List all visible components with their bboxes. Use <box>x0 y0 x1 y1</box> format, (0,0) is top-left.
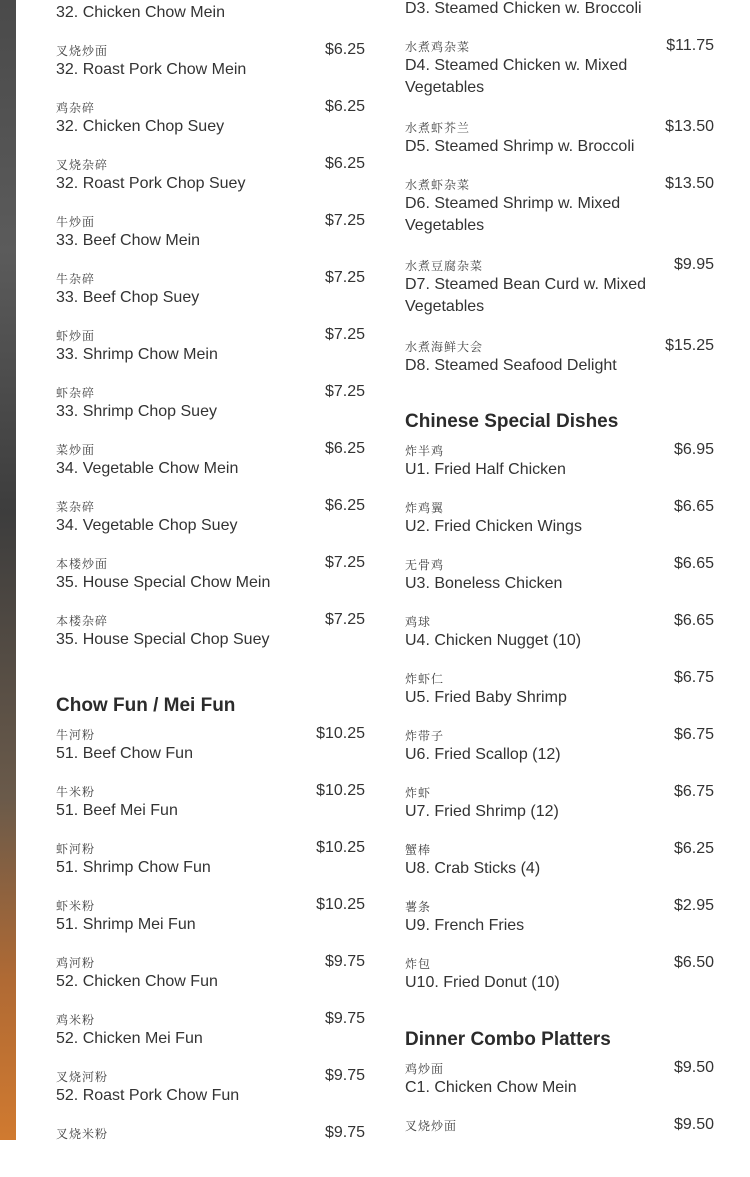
menu-item[interactable] <box>405 494 714 551</box>
item-chinese-name: 虾河粉 <box>56 842 96 856</box>
item-name: 32. Roast Pork Chow Mein <box>56 61 247 78</box>
item-price: $7.25 <box>324 269 365 286</box>
item-chinese-name: 炸带子 <box>405 729 445 743</box>
menu-item[interactable] <box>56 322 365 379</box>
item-chinese-name: 本楼炒面 <box>56 557 109 571</box>
item-chinese-name: 叉烧河粉 <box>56 1070 109 1084</box>
item-price: $6.25 <box>324 155 365 172</box>
menu-page <box>16 0 750 1140</box>
item-name: C1. Chicken Chow Mein <box>405 1079 577 1096</box>
item-chinese-name: 鸡炒面 <box>405 1062 445 1076</box>
item-name: 52. Chicken Chow Fun <box>56 973 218 990</box>
item-price: $7.25 <box>324 554 365 571</box>
item-price: $6.95 <box>673 441 714 458</box>
item-price: $6.65 <box>673 612 714 629</box>
item-name: U3. Boneless Chicken <box>405 575 563 592</box>
item-name: U9. French Fries <box>405 917 525 934</box>
item-name: 51. Shrimp Chow Fun <box>56 859 211 876</box>
menu-column-left <box>56 0 365 1177</box>
item-chinese-name: 水煮豆腐杂菜 <box>405 259 484 273</box>
menu-list-special <box>405 437 714 1007</box>
item-chinese-name: 水煮虾芥兰 <box>405 121 471 135</box>
item-name: 35. House Special Chop Suey <box>56 631 270 648</box>
item-chinese-name: 无骨鸡 <box>405 558 445 572</box>
item-name: U2. Fried Chicken Wings <box>405 518 582 535</box>
item-price: $7.25 <box>324 383 365 400</box>
item-chinese-name: 水煮虾杂菜 <box>405 178 471 192</box>
item-name: U4. Chicken Nugget (10) <box>405 632 582 649</box>
item-name: D8. Steamed Seafood Delight <box>405 357 617 374</box>
item-chinese-name: 虾炒面 <box>56 329 96 343</box>
item-chinese-name: 虾杂碎 <box>56 386 96 400</box>
background-photo-strip <box>0 0 16 1140</box>
item-name: 51. Beef Chow Fun <box>56 745 193 762</box>
menu-item[interactable] <box>405 950 714 1007</box>
menu-item[interactable] <box>56 607 365 664</box>
item-name: U10. Fried Donut (10) <box>405 974 560 991</box>
menu-item[interactable] <box>56 778 365 835</box>
item-chinese-name: 叉烧炒面 <box>56 44 109 58</box>
item-price: $9.75 <box>324 1010 365 1027</box>
menu-item[interactable] <box>56 208 365 265</box>
item-price: $6.75 <box>673 726 714 743</box>
menu-item[interactable] <box>405 437 714 494</box>
item-name: 33. Shrimp Chop Suey <box>56 403 217 420</box>
item-chinese-name: 牛杂碎 <box>56 272 96 286</box>
menu-item[interactable] <box>405 333 714 390</box>
item-chinese-name: 水煮海鲜大会 <box>405 340 484 354</box>
item-price: $10.25 <box>316 725 365 742</box>
item-name: D5. Steamed Shrimp w. Broccoli <box>405 138 635 155</box>
menu-item[interactable] <box>56 721 365 778</box>
menu-item[interactable] <box>405 1112 714 1169</box>
menu-column-right <box>405 0 714 1169</box>
menu-item[interactable] <box>405 893 714 950</box>
item-price: $6.25 <box>673 840 714 857</box>
item-price: $9.75 <box>324 1067 365 1084</box>
item-name: U5. Fried Baby Shrimp <box>405 689 567 706</box>
item-price: $6.75 <box>673 669 714 686</box>
section-title-chinese-special: Chinese Special Dishes <box>405 411 619 432</box>
item-price: $9.75 <box>324 953 365 970</box>
menu-item[interactable] <box>56 151 365 208</box>
menu-item[interactable] <box>405 836 714 893</box>
menu-item[interactable] <box>405 608 714 665</box>
item-chinese-name: 炸包 <box>405 957 432 971</box>
item-chinese-name <box>56 0 95 1</box>
item-price: $6.25 <box>324 440 365 457</box>
item-name: 51. Shrimp Mei Fun <box>56 916 196 933</box>
item-chinese-name: 叉烧杂碎 <box>56 158 109 172</box>
item-chinese-name: 薯条 <box>405 900 432 914</box>
menu-item[interactable] <box>405 252 714 333</box>
item-price: $13.50 <box>665 118 714 135</box>
item-price: $10.25 <box>316 839 365 856</box>
section-title-dinner-combo: Dinner Combo Platters <box>405 1029 611 1050</box>
menu-item[interactable] <box>56 379 365 436</box>
menu-item[interactable] <box>56 1006 365 1063</box>
item-name: U7. Fried Shrimp (12) <box>405 803 559 820</box>
item-chinese-name: 炸半鸡 <box>405 444 445 458</box>
item-chinese-name: 本楼杂碎 <box>56 614 109 628</box>
menu-item[interactable] <box>56 94 365 151</box>
menu-item[interactable] <box>56 1063 365 1120</box>
menu-item[interactable] <box>405 114 714 171</box>
menu-list-chow-fun <box>56 721 365 1177</box>
item-price: $6.65 <box>673 498 714 515</box>
item-chinese-name: 鸡球 <box>405 615 432 629</box>
item-price: $13.50 <box>665 175 714 192</box>
item-chinese-name: 牛河粉 <box>56 728 96 742</box>
menu-item[interactable] <box>405 551 714 608</box>
menu-item[interactable] <box>405 779 714 836</box>
menu-item[interactable] <box>56 892 365 949</box>
menu-item[interactable] <box>56 0 365 37</box>
menu-item[interactable] <box>405 722 714 779</box>
item-chinese-name: 蟹棒 <box>405 843 432 857</box>
menu-item[interactable] <box>56 949 365 1006</box>
item-name: U6. Fried Scallop (12) <box>405 746 561 763</box>
item-price: $10.25 <box>316 896 365 913</box>
item-chinese-name: 菜杂碎 <box>56 500 96 514</box>
item-chinese-name: 牛米粉 <box>56 785 96 799</box>
item-price: $6.75 <box>673 783 714 800</box>
item-price: $15.25 <box>665 337 714 354</box>
item-chinese-name: 叉烧米粉 <box>56 1127 109 1141</box>
item-price: $6.25 <box>324 98 365 115</box>
item-name: 52. Chicken Mei Fun <box>56 1030 203 1047</box>
menu-item[interactable] <box>56 265 365 322</box>
item-price: $9.95 <box>673 256 714 273</box>
menu-item[interactable] <box>405 0 714 33</box>
item-name: 32. Chicken Chop Suey <box>56 118 225 135</box>
menu-item[interactable] <box>56 37 365 94</box>
item-name: 32. Roast Pork Chop Suey <box>56 175 246 192</box>
menu-item[interactable] <box>405 171 714 252</box>
item-chinese-name: 鸡杂碎 <box>56 101 96 115</box>
menu-list-combo <box>405 1055 714 1169</box>
item-chinese-name: 鸡米粉 <box>56 1013 96 1027</box>
menu-item[interactable] <box>56 1120 365 1177</box>
item-price: $7.25 <box>324 611 365 628</box>
item-price: $6.65 <box>673 555 714 572</box>
item-price: $10.25 <box>316 782 365 799</box>
item-name: D4. Steamed Chicken w. Mixed Vegetables <box>405 57 628 96</box>
item-chinese-name: 牛炒面 <box>56 215 96 229</box>
item-price: $2.95 <box>673 897 714 914</box>
item-price: $9.50 <box>673 1059 714 1076</box>
item-price: $6.50 <box>673 954 714 971</box>
item-chinese-name: 鸡河粉 <box>56 956 96 970</box>
menu-item[interactable] <box>405 665 714 722</box>
item-price: $6.25 <box>324 41 365 58</box>
item-name: 34. Vegetable Chow Mein <box>56 460 239 477</box>
item-name: U1. Fried Half Chicken <box>405 461 566 478</box>
section-title-chow-fun: Chow Fun / Mei Fun <box>56 695 236 716</box>
item-price <box>325 0 365 3</box>
menu-item[interactable] <box>56 493 365 550</box>
item-price: $9.75 <box>324 1124 365 1141</box>
item-name: 52. Roast Pork Chow Fun <box>56 1087 240 1104</box>
menu-list-chow-mein <box>56 0 365 664</box>
menu-item[interactable] <box>405 33 714 114</box>
item-price: $11.75 <box>666 37 714 54</box>
menu-item[interactable] <box>56 550 365 607</box>
menu-item[interactable] <box>56 835 365 892</box>
item-name: 33. Beef Chop Suey <box>56 289 200 306</box>
item-name: 35. House Special Chow Mein <box>56 574 271 591</box>
item-name: D7. Steamed Bean Curd w. Mixed Vegetables <box>405 276 647 315</box>
item-price: $7.25 <box>324 326 365 343</box>
item-price: $7.25 <box>324 212 365 229</box>
item-name: D6. Steamed Shrimp w. Mixed Vegetables <box>405 195 621 234</box>
item-name: 33. Beef Chow Mein <box>56 232 201 249</box>
item-chinese-name: 叉烧炒面 <box>405 1119 458 1133</box>
item-chinese-name: 炸虾仁 <box>405 672 445 686</box>
item-chinese-name: 水煮鸡杂菜 <box>405 40 471 54</box>
item-name: U8. Crab Sticks (4) <box>405 860 541 877</box>
item-name: 33. Shrimp Chow Mein <box>56 346 218 363</box>
item-price: $9.50 <box>673 1116 714 1133</box>
menu-item[interactable] <box>56 436 365 493</box>
item-chinese-name: 炸虾 <box>405 786 432 800</box>
menu-list-steamed <box>405 0 714 390</box>
item-chinese-name: 菜炒面 <box>56 443 96 457</box>
item-chinese-name: 虾米粉 <box>56 899 96 913</box>
item-name: 51. Beef Mei Fun <box>56 802 178 819</box>
item-name: 32. Chicken Chow Mein <box>56 4 225 21</box>
item-chinese-name: 炸鸡翼 <box>405 501 445 515</box>
item-name: 34. Vegetable Chop Suey <box>56 517 238 534</box>
item-price: $6.25 <box>324 497 365 514</box>
menu-item[interactable] <box>405 1055 714 1112</box>
item-name: D3. Steamed Chicken w. Broccoli <box>405 0 642 17</box>
